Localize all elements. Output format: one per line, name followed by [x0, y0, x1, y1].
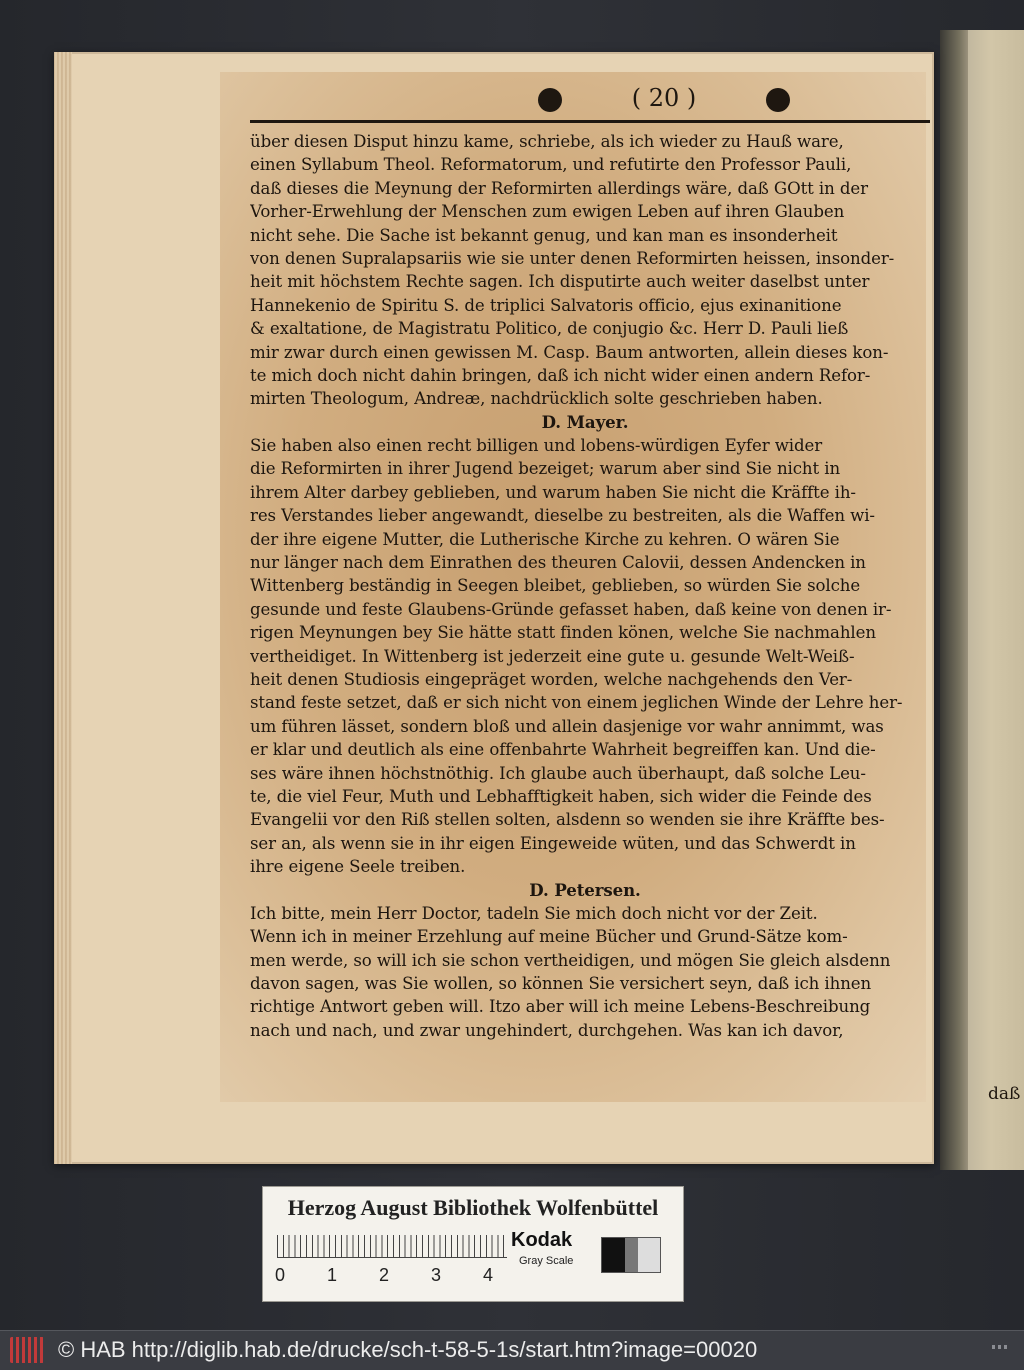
text-line: ihrem Alter darbey geblieben, und warum haben Sie nicht die Kräffte ih-	[250, 482, 856, 502]
text-line: über diesen Disput hinzu kame, schriebe, als ich wieder zu Hauß ware,	[250, 132, 844, 151]
ruler-labels	[273, 1265, 513, 1287]
speaker-heading: D. Mayer.	[541, 411, 629, 432]
ruler-label: 4	[483, 1265, 494, 1285]
page-stack-edge	[54, 52, 72, 1164]
footer-bar	[0, 1330, 1024, 1370]
text-line: rigen Meynungen bey Sie hätte statt finden könen, welche Sie nachmahlen	[250, 623, 876, 643]
ruler-label: 2	[379, 1265, 390, 1285]
kodak-subtitle: Gray Scale	[519, 1255, 574, 1267]
page-text-area	[220, 72, 1021, 1104]
library-card	[262, 1186, 684, 1302]
text-line: Ich bitte, mein Herr Doctor, tadeln Sie mich doch nicht vor der Zeit.	[250, 903, 818, 923]
book-binding-shadow	[940, 30, 968, 1170]
text-line: Wenn ich in meiner Erzehlung auf meine Bücher und Grund-Sätze kom-	[250, 927, 848, 947]
ruler-label: 1	[327, 1265, 338, 1285]
text-line: mir zwar durch einen gewissen M. Casp. Baum antworten, allein dieses kon-	[250, 342, 889, 362]
text-line: die Reformirten in ihrer Jugend bezeiget; warum aber sind Sie nicht in	[250, 459, 841, 479]
text-line: te mich doch nicht dahin bringen, daß ich nicht wider einen andern Refor-	[250, 365, 871, 385]
text-line: men werde, so will ich sie schon vertheidigen, und mögen Sie gleich alsdenn	[250, 950, 891, 970]
ruler-label: 0	[275, 1265, 286, 1285]
text-line: & exaltatione, de Magistratu Politico, de conjugio &c. Herr D. Pauli ließ	[250, 319, 849, 339]
text-line: ser an, als wenn sie in ihr eigen Eingeweide wüten, und das Schwerdt in	[250, 833, 856, 853]
text-line: nach und nach, und zwar ungehindert, durchgehen. Was kan ich davor,	[250, 1020, 844, 1040]
text-line: nur länger nach dem Einrathen des theuren Calovii, dessen Andencken in	[250, 553, 866, 573]
scanned-page	[54, 52, 1021, 1164]
gray-scale-patch	[601, 1237, 661, 1273]
text-line: richtige Antwort geben will. Itzo aber will ich meine Lebens-Beschreibung	[250, 997, 871, 1017]
text-block	[250, 130, 920, 1042]
text-line: Wittenberg beständig in Seegen bleibet, geblieben, so würden Sie solche	[250, 576, 861, 596]
text-line: heit denen Studiosis eingepräget worden, welche nachgehends den Ver-	[250, 669, 853, 689]
text-line: heit mit höchstem Rechte sagen. Ich disputirte auch weiter daselbst unter	[250, 272, 870, 292]
text-line: stand feste setzet, daß er sich nicht von einem jeglichen Winde der Lehre her-	[250, 693, 903, 713]
scale-ruler	[277, 1235, 507, 1258]
text-line: mirten Theologum, Andreæ, nachdrücklich solte geschrieben haben.	[250, 389, 823, 409]
text-line: er klar und deutlich als eine offenbahrte Wahrheit begreiffen kan. Und die-	[250, 740, 876, 760]
text-line: res Verstandes lieber angewandt, dieselbe zu bestreiten, als die Waffen wi-	[250, 506, 875, 526]
text-line: einen Syllabum Theol. Reformatorum, und refutirte den Professor Pauli,	[250, 155, 852, 175]
text-line: ihre eigene Seele treiben.	[250, 857, 466, 877]
menu-dots-icon[interactable]	[992, 1345, 1008, 1349]
text-line: Vorher-Erwehlung der Menschen zum ewigen Leben auf ihren Glauben	[250, 202, 845, 222]
text-line: daß dieses die Meynung der Reformirten allerdings wäre, daß GOtt in der	[250, 178, 868, 198]
library-name: Herzog August Bibliothek Wolfenbüttel	[287, 1195, 659, 1220]
copyright-link[interactable]: © HAB http://diglib.hab.de/drucke/sch-t-58-5-1s/start.htm?image=00020	[58, 1337, 758, 1362]
ornament-left-icon	[538, 88, 562, 112]
text-line: nicht sehe. Die Sache ist bekannt genug, und kan man es insonderheit	[250, 225, 838, 245]
text-line: der ihre eigene Mutter, die Lutherische Kirche zu kehren. O wären Sie	[250, 529, 840, 549]
text-line: von denen Supralapsariis wie sie unter denen Reformirten heissen, insonder-	[250, 248, 895, 268]
head-rule	[250, 120, 930, 123]
text-line: gesunde und feste Glaubens-Gründe gefasset haben, daß keine von denen ir-	[250, 599, 892, 619]
adjacent-page-edge	[940, 30, 1024, 1170]
text-line: davon sagen, was Sie wollen, so können Sie versichert seyn, daß ich ihnen	[250, 974, 872, 994]
speaker-heading: D. Petersen.	[529, 879, 641, 900]
hab-logo-icon	[10, 1337, 44, 1363]
running-head	[220, 72, 926, 124]
page-number: ( 20 )	[631, 84, 697, 112]
ruler-label: 3	[431, 1265, 442, 1285]
text-line: um führen lässet, sondern bloß und allein dasjenige vor wahr annimmt, was	[250, 716, 884, 736]
text-line: Sie haben also einen recht billigen und lobens-würdigen Eyfer wider	[250, 436, 823, 456]
kodak-brand: Kodak	[511, 1229, 573, 1251]
text-line: Evangelii vor den Riß stellen solten, alsdenn so wenden sie ihre Kräffte bes-	[250, 810, 885, 830]
ornament-right-icon	[766, 88, 790, 112]
text-line: ses wäre ihnen höchstnöthig. Ich glaube auch überhaupt, daß solche Leu-	[250, 763, 866, 783]
catchword: daß	[988, 1084, 1021, 1104]
text-line: te, die viel Feur, Muth und Lebhafftigkeit haben, sich wider die Feinde des	[250, 786, 872, 806]
text-line: Hannekenio de Spiritu S. de triplici Salvatoris officio, ejus exinanitione	[250, 295, 842, 315]
text-line: vertheidiget. In Wittenberg ist jederzeit eine gute u. gesunde Welt-Weiß-	[250, 646, 855, 666]
